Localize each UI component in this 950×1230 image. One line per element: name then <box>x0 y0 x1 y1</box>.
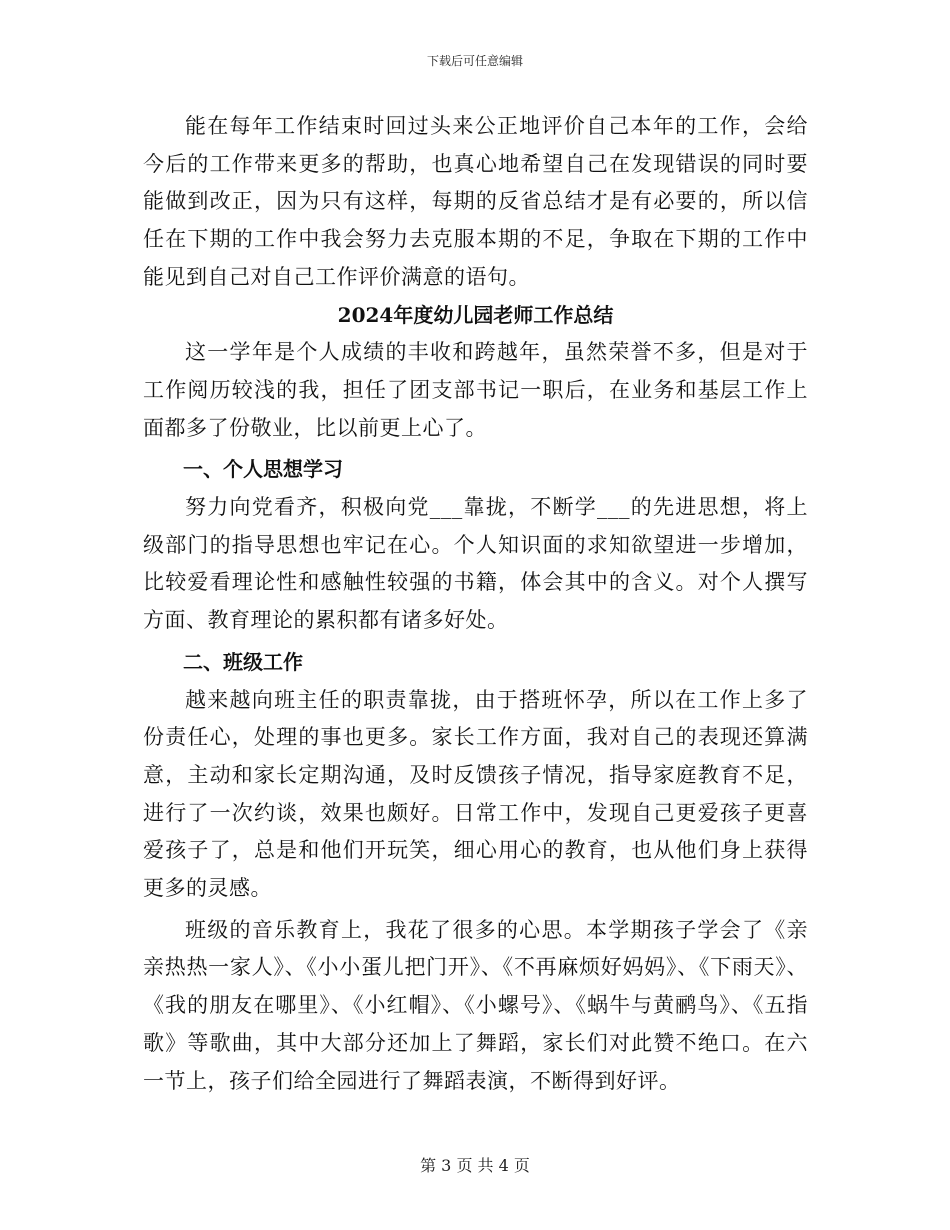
section-paragraph: 越来越向班主任的职责靠拢，由于搭班怀孕，所以在工作上多了份责任心，处理的事也更多。家长工作方面，我对自己的表现还算满意，主动和家长定期沟通，及时反馈孩子情况，指导家庭教育不足，进行了一次约谈，效果也颇好。日常工作中，发现自己更爱孩子更喜爱孩子了，总是和他们开玩笑，细心用心的教育，也从他们身上获得更多的灵感。 <box>143 687 808 901</box>
document-title: 2024年度幼儿园老师工作总结 <box>337 302 614 327</box>
section-heading-class-work: 二、班级工作 <box>183 649 303 674</box>
page-number: 第 3 页 共 4 页 <box>420 1156 530 1175</box>
document-body <box>143 108 808 1100</box>
section-paragraph: 班级的音乐教育上，我花了很多的心思。本学期孩子学会了《亲亲热热一家人》、《小小蛋儿把门开》、《不再麻烦好妈妈》、《下雨天》、《我的朋友在哪里》、《小红帽》、《小螺号》、《蜗牛与黄鹂鸟》、《五指歌》等歌曲，其中大部分还加上了舞蹈，家长们对此赞不绝口。在六一节上，孩子们给全园进行了舞蹈表演，不断得到好评。 <box>143 917 808 1093</box>
intro-paragraph: 能在每年工作结束时回过头来公正地评价自己本年的工作，会给今后的工作带来更多的帮助，也真心地希望自己在发现错误的同时要能做到改正，因为只有这样，每期的反省总结才是有必要的，所以信任在下期的工作中我会努力去克服本期的不足，争取在下期的工作中能见到自己对自己工作评价满意的语句。 <box>143 114 808 289</box>
page-header-note: 下载后可任意编辑 <box>426 54 523 68</box>
section-paragraph: 努力向党看齐，积极向党___靠拢，不断学___的先进思想，将上级部门的指导思想也牢记在心。个人知识面的求知欲望进一步增加，比较爱看理论性和感触性较强的书籍，体会其中的含义。对个人撰写方面、教育理论的累积都有诸多好处。 <box>143 495 808 633</box>
section-heading-personal-study: 一、个人思想学习 <box>183 457 343 482</box>
opening-paragraph: 这一学年是个人成绩的丰收和跨越年，虽然荣誉不多，但是对于工作阅历较浅的我，担任了团支部书记一职后，在业务和基层工作上面都多了份敬业，比以前更上心了。 <box>143 340 808 440</box>
